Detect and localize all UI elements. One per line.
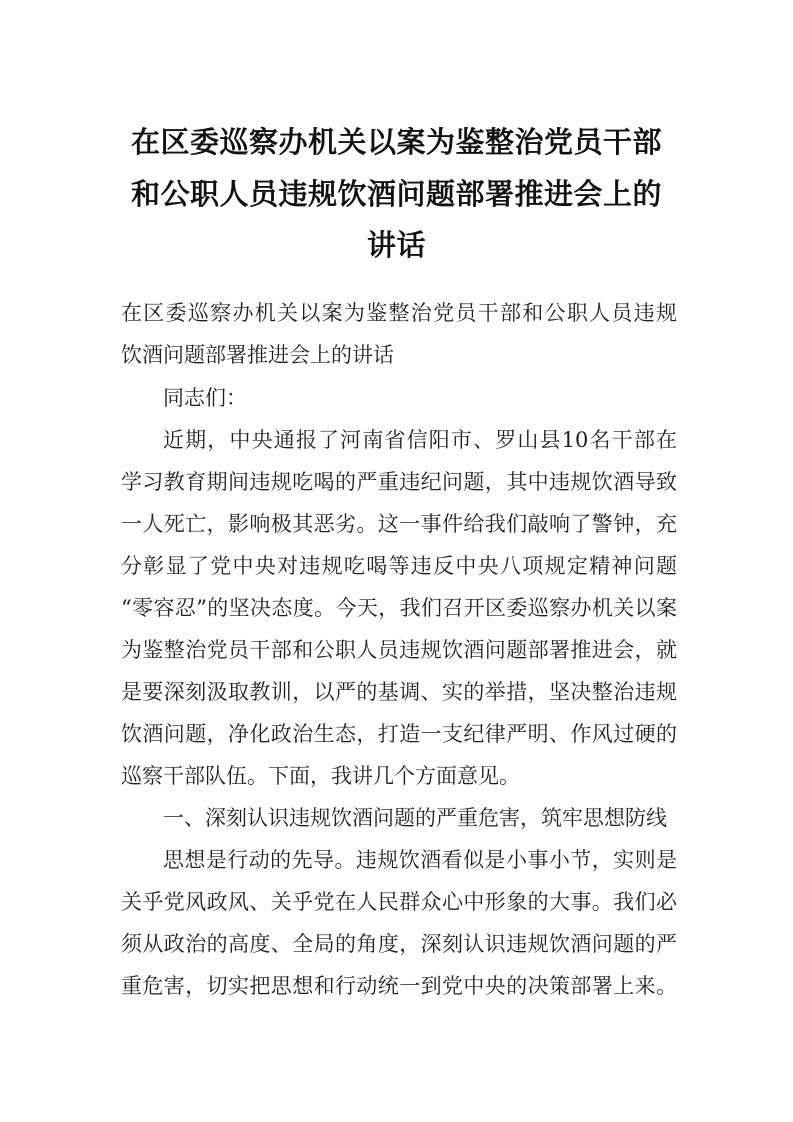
- salutation: 同志们：: [163, 386, 247, 410]
- document-title-line-1: 在区委巡察办机关以案为鉴整治党员干部: [130, 125, 662, 159]
- subtitle-line-2: 饮酒问题部署推进会上的讲话: [121, 343, 394, 367]
- subtitle-line-1: 在区委巡察办机关以案为鉴整治党员干部和公职人员违规: [121, 301, 677, 325]
- paragraph-1-line-3: 一人死亡，影响极其恶劣。这一事件给我们敲响了警钟，充: [121, 512, 677, 536]
- paragraph-2-line-3: 须从政治的高度、全局的角度，深刻认识违规饮酒问题的严: [121, 932, 677, 956]
- document-title-line-2: 和公职人员违规饮酒问题部署推进会上的: [130, 177, 662, 211]
- paragraph-1-line-6: 为鉴整治党员干部和公职人员违规饮酒问题部署推进会，就: [121, 638, 677, 662]
- section-1-heading: 一、深刻认识违规饮酒问题的严重危害，筑牢思想防线: [163, 806, 667, 830]
- paragraph-1-line-5: “零容忍”的坚决态度。今天，我们召开区委巡察办机关以案: [121, 596, 677, 620]
- paragraph-2-line-4: 重危害，切实把思想和行动统一到党中央的决策部署上来。: [121, 974, 677, 998]
- paragraph-1-line-2: 学习教育期间违规吃喝的严重违纪问题，其中违规饮酒导致: [121, 470, 677, 494]
- paragraph-1-line-4: 分彰显了党中央对违规吃喝等违反中央八项规定精神问题: [121, 554, 677, 578]
- paragraph-1-line-1: 近期，中央通报了河南省信阳市、罗山县10名干部在: [163, 428, 677, 452]
- paragraph-2-line-1: 思想是行动的先导。违规饮酒看似是小事小节，实则是: [163, 848, 677, 872]
- paragraph-2-line-2: 关乎党风政风、关乎党在人民群众心中形象的大事。我们必: [121, 890, 677, 914]
- paragraph-1-line-8: 饮酒问题，净化政治生态，打造一支纪律严明、作风过硬的: [121, 722, 677, 746]
- paragraph-1-line-9: 巡察干部队伍。下面，我讲几个方面意见。: [121, 764, 520, 788]
- document-title-line-3: 讲话: [366, 228, 426, 262]
- paragraph-1-line-7: 是要深刻汲取教训，以严的基调、实的举措，坚决整治违规: [121, 680, 677, 704]
